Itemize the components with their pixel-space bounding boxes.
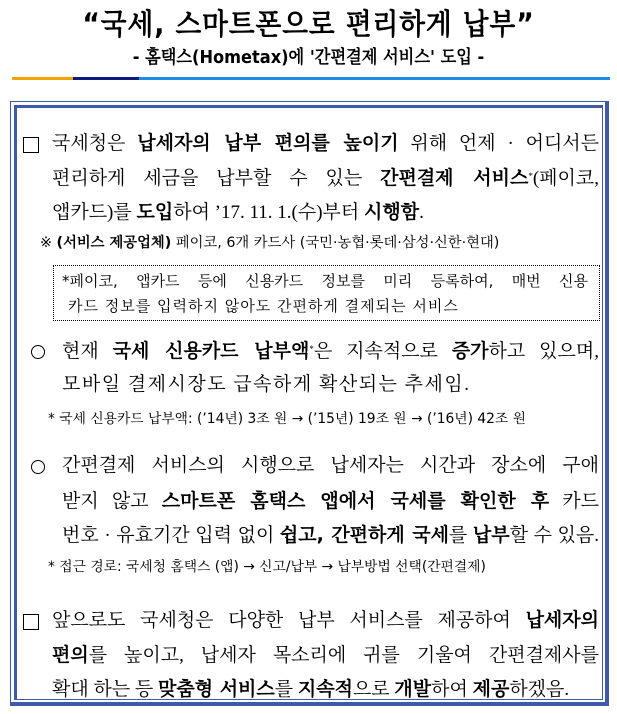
footnote-line2: 카드 정보를 입력하지 않아도 간편하게 결제되는 서비스: [68, 297, 459, 315]
section1-line1: 국세청은 납세자의 납부 편의를 높이기 위해 언제 · 어디서든: [52, 132, 600, 154]
page-title: “국세, 스마트폰으로 편리하게 납부”: [82, 7, 535, 41]
header-rule-orange: [12, 77, 73, 80]
circle-bullet-icon: [31, 345, 45, 359]
section4-line3: 확대 하는 등 맞춤형 서비스를 지속적으로 개발하여 제공하겠음.: [52, 678, 570, 700]
circle-bullet-icon: [31, 460, 45, 474]
footnote-marker: *: [528, 171, 533, 181]
page-subtitle: - 홈택스(Hometax)에 '간편결제 서비스' 도입 -: [132, 47, 485, 68]
square-bullet-icon: [23, 614, 39, 630]
section3-line2: 받지 않고 스마트폰 홈택스 앱에서 국세를 확인한 후 카드: [62, 490, 599, 512]
section4-line1: 앞으로도 국세청은 다양한 납부 서비스를 제공하여 납세자의: [52, 609, 599, 631]
reference-mark-icon: ※: [40, 235, 52, 251]
footnote-marker: *: [309, 344, 314, 354]
section1-line2: 편리하게 세금을 납부할 수 있는 간편결제 서비스*(페이코,: [52, 167, 599, 189]
header-rule-navy: [73, 77, 139, 80]
section3-line3: 번호 · 유효기간 입력 없이 쉽고, 간편하게 국세를 납부할 수 있음.: [62, 524, 599, 546]
section2-line2: 모바일 결제시장도 급속하게 확산되는 추세임.: [62, 374, 471, 395]
section1-provider-note: ※ (서비스 제공업체) 페이코, 6개 카드사 (국민·농협·롯데·삼성·신한·현대): [40, 235, 500, 251]
section2-line1: 현재 국세 신용카드 납부액*은 지속적으로 증가하고 있으며,: [62, 340, 599, 362]
section3-line1: 간편결제 서비스의 시행으로 납세자는 시간과 장소에 구애: [62, 455, 599, 476]
section4-line2: 편의를 높이고, 납세자 목소리에 귀를 기울여 간편결제사를: [52, 644, 599, 666]
section2-note: * 국세 신용카드 납부액: (’14년) 3조 원 → (’15년) 19조 원 → (’16년) 42조 원: [48, 411, 526, 427]
square-bullet-icon: [23, 137, 39, 153]
header-rule-blue: [139, 77, 610, 80]
footnote-line1: *페이코, 앱카드 등에 신용카드 정보를 미리 등록하여, 매번 신용: [62, 272, 588, 290]
section3-note: * 접근 경로: 국세청 홈택스 (앱) → 신고/납부 → 납부방법 선택(간편결제): [48, 559, 486, 575]
section1-line3: 앱카드)를 도입하여 ’17. 11. 1.(수)부터 시행함.: [52, 201, 424, 223]
